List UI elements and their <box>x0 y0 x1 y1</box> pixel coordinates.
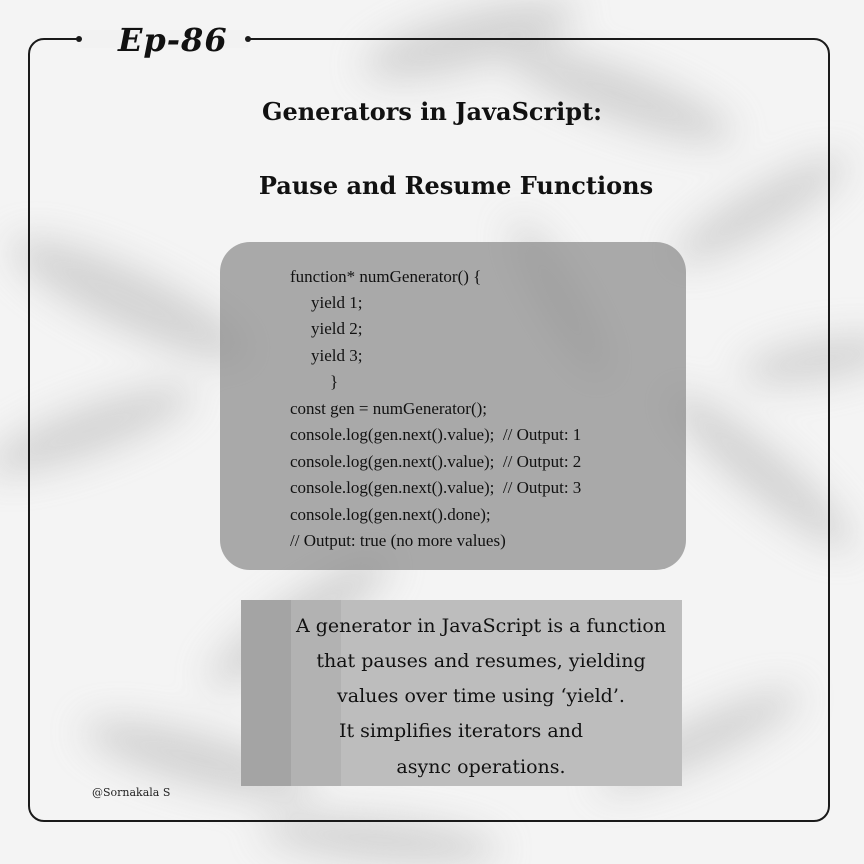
episode-label: Ep-86 <box>118 21 228 59</box>
frame-dot-left <box>76 36 82 42</box>
code-line: // Output: true (no more values) <box>290 531 506 550</box>
code-line: console.log(gen.next().value); // Output: 1 <box>290 425 582 444</box>
code-line: yield 2; <box>311 319 363 338</box>
code-line: console.log(gen.next().value); // Output: 3 <box>290 478 582 497</box>
code-line: yield 3; <box>311 346 363 365</box>
description-line: values over time using ‘yield’. <box>337 685 625 707</box>
description-line: A generator in JavaScript is a function <box>295 615 667 637</box>
code-line: } <box>330 372 339 391</box>
code-line: console.log(gen.next().done); <box>290 505 491 524</box>
title-line-1: Generators in JavaScript: <box>261 97 603 126</box>
frame-dot-right <box>245 36 251 42</box>
code-line: console.log(gen.next().value); // Output: 2 <box>290 452 582 471</box>
description-line: It simplifies iterators and <box>338 720 584 742</box>
title-line-2: Pause and Resume Functions <box>258 171 654 200</box>
code-line: const gen = numGenerator(); <box>290 399 487 418</box>
description-line: that pauses and resumes, yielding <box>316 650 646 672</box>
code-line: function* numGenerator() { <box>290 267 482 286</box>
description-line: async operations. <box>396 756 566 778</box>
author-credit: @Sornakala S <box>92 786 171 799</box>
code-line: yield 1; <box>311 293 363 312</box>
